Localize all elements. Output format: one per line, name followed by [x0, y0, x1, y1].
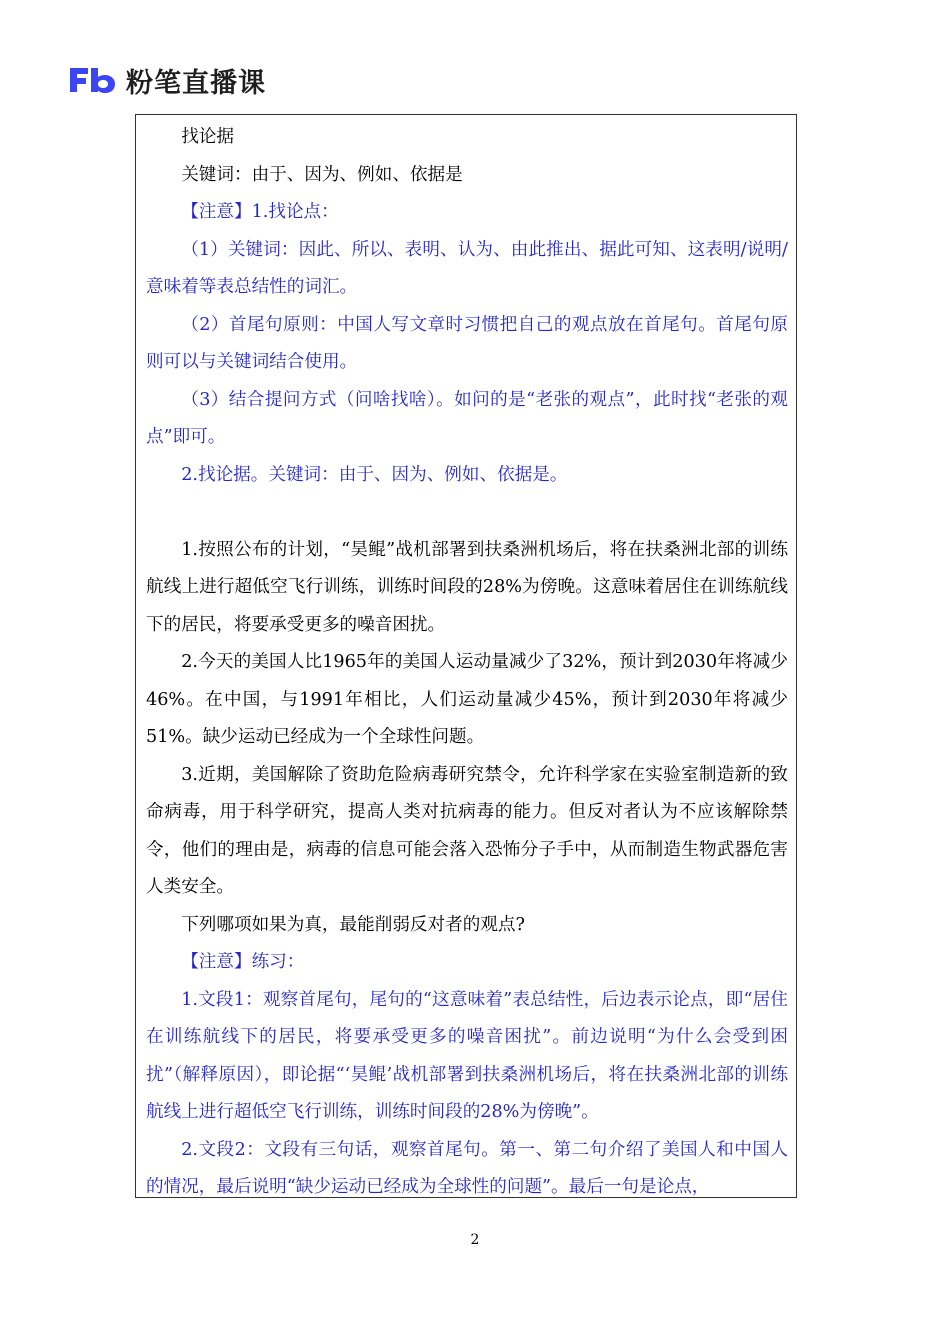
note-paragraph: （3）结合提问方式（问啥找啥）。如问的是“老张的观点”，此时找“老张的观点”即可。 [146, 389, 788, 447]
content-frame [135, 114, 797, 1198]
note-paragraph: 2.文段2：文段有三句话，观察首尾句。第一、第二句介绍了美国人和中国人的情况，最后说明“缺少运动已经成为全球性的问题”。最后一句是论点， [146, 1139, 788, 1197]
paragraph: 1.按照公布的计划，“昊鲲”战机部署到扶桑洲机场后，将在扶桑洲北部的训练航线上进行超低空飞行训练，训练时间段的28%为傍晚。这意味着居住在训练航线下的居民，将要承受更多的噪音困扰。 [146, 539, 788, 635]
fb-logo-icon [68, 66, 118, 94]
paragraph: 3.近期，美国解除了资助危险病毒研究禁令，允许科学家在实验室制造新的致命病毒，用于科学研究，提高人类对抗病毒的能力。但反对者认为不应该解除禁令，他们的理由是，病毒的信息可能会落入恐怖分子手中，从而制造生物武器危害人类安全。 [146, 764, 788, 897]
paragraph: 关键词：由于、因为、例如、依据是 [181, 164, 463, 185]
blank-line [146, 494, 788, 532]
page-number: 2 [470, 1232, 480, 1248]
paragraph: 找论据 [181, 127, 234, 147]
content-body [146, 119, 788, 1198]
note-paragraph: （2）首尾句原则：中国人写文章时习惯把自己的观点放在首尾句。首尾句原则可以与关键词结合使用。 [146, 314, 788, 372]
brand-logo [68, 64, 266, 99]
paragraph: 2.今天的美国人比1965年的美国人运动量减少了32%，预计到2030年将减少46%。在中国，与1991年相比，人们运动量减少45%，预计到2030年将减少51%。缺少运动已经成为一个全球性问题。 [146, 652, 788, 747]
brand-name: 粉笔直播课 [126, 67, 266, 99]
note-paragraph: 【注意】1.找论点： [181, 202, 339, 222]
question-paragraph: 下列哪项如果为真，最能削弱反对者的观点? [181, 914, 525, 935]
note-paragraph: 2.找论据。关键词：由于、因为、例如、依据是。 [181, 464, 568, 485]
note-paragraph: 1.文段1：观察首尾句，尾句的“这意味着”表总结性，后边表示论点，即“居住在训练航线下的居民，将要承受更多的噪音困扰”。前边说明“为什么会受到困扰”（解释原因），即论据“‘昊鲲’战机部署到扶桑洲机场后，将在扶桑洲北部的训练航线上进行超低空飞行训练，训练时间段的28%为傍晚”。 [146, 989, 788, 1122]
note-paragraph: 【注意】练习： [181, 952, 305, 972]
note-paragraph: （1）关键词：因此、所以、表明、认为、由此推出、据此可知、这表明/说明/意味着等表总结性的词汇。 [146, 239, 788, 297]
